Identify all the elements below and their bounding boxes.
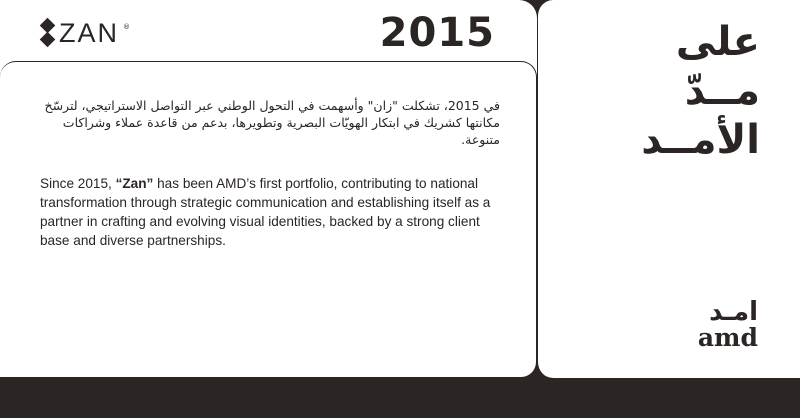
zan-diamond-icon <box>41 19 55 47</box>
year-heading: 2015 <box>379 10 495 56</box>
amd-logo-english: amd <box>697 323 758 352</box>
english-paragraph <box>40 174 510 250</box>
arabic-headline <box>641 18 760 165</box>
amd-logo <box>698 298 758 350</box>
trademark-symbol: ® <box>123 23 130 31</box>
english-prefix: Since 2015, <box>40 176 116 191</box>
amd-logo-arabic: امـد <box>709 297 758 327</box>
zan-logo <box>41 19 130 47</box>
english-brand-name: “Zan” <box>115 176 154 191</box>
headline-line-3: الأمــد <box>641 117 760 163</box>
zan-wordmark: ZAN <box>59 18 119 48</box>
arabic-paragraph: في 2015، تشكلت "زان" وأسهمت في التحول الوطني عبر التواصل الاستراتيجي، لترسّخ مكانتها كشريك في ابتكار الهويّات البصرية وتطويرها، بدعم من قاعدة عملاء وشراكات متنوعة. <box>44 98 500 147</box>
headline-line-2: مــدّ <box>684 68 760 114</box>
english-rest: has been AMD’s first portfolio, contributing to national transformation through strategic communication and establishing itself as a partner in crafting and evolving visual identities, backed by a strong client base and diverse partnerships. <box>40 176 491 248</box>
headline-line-1: على <box>675 19 760 65</box>
